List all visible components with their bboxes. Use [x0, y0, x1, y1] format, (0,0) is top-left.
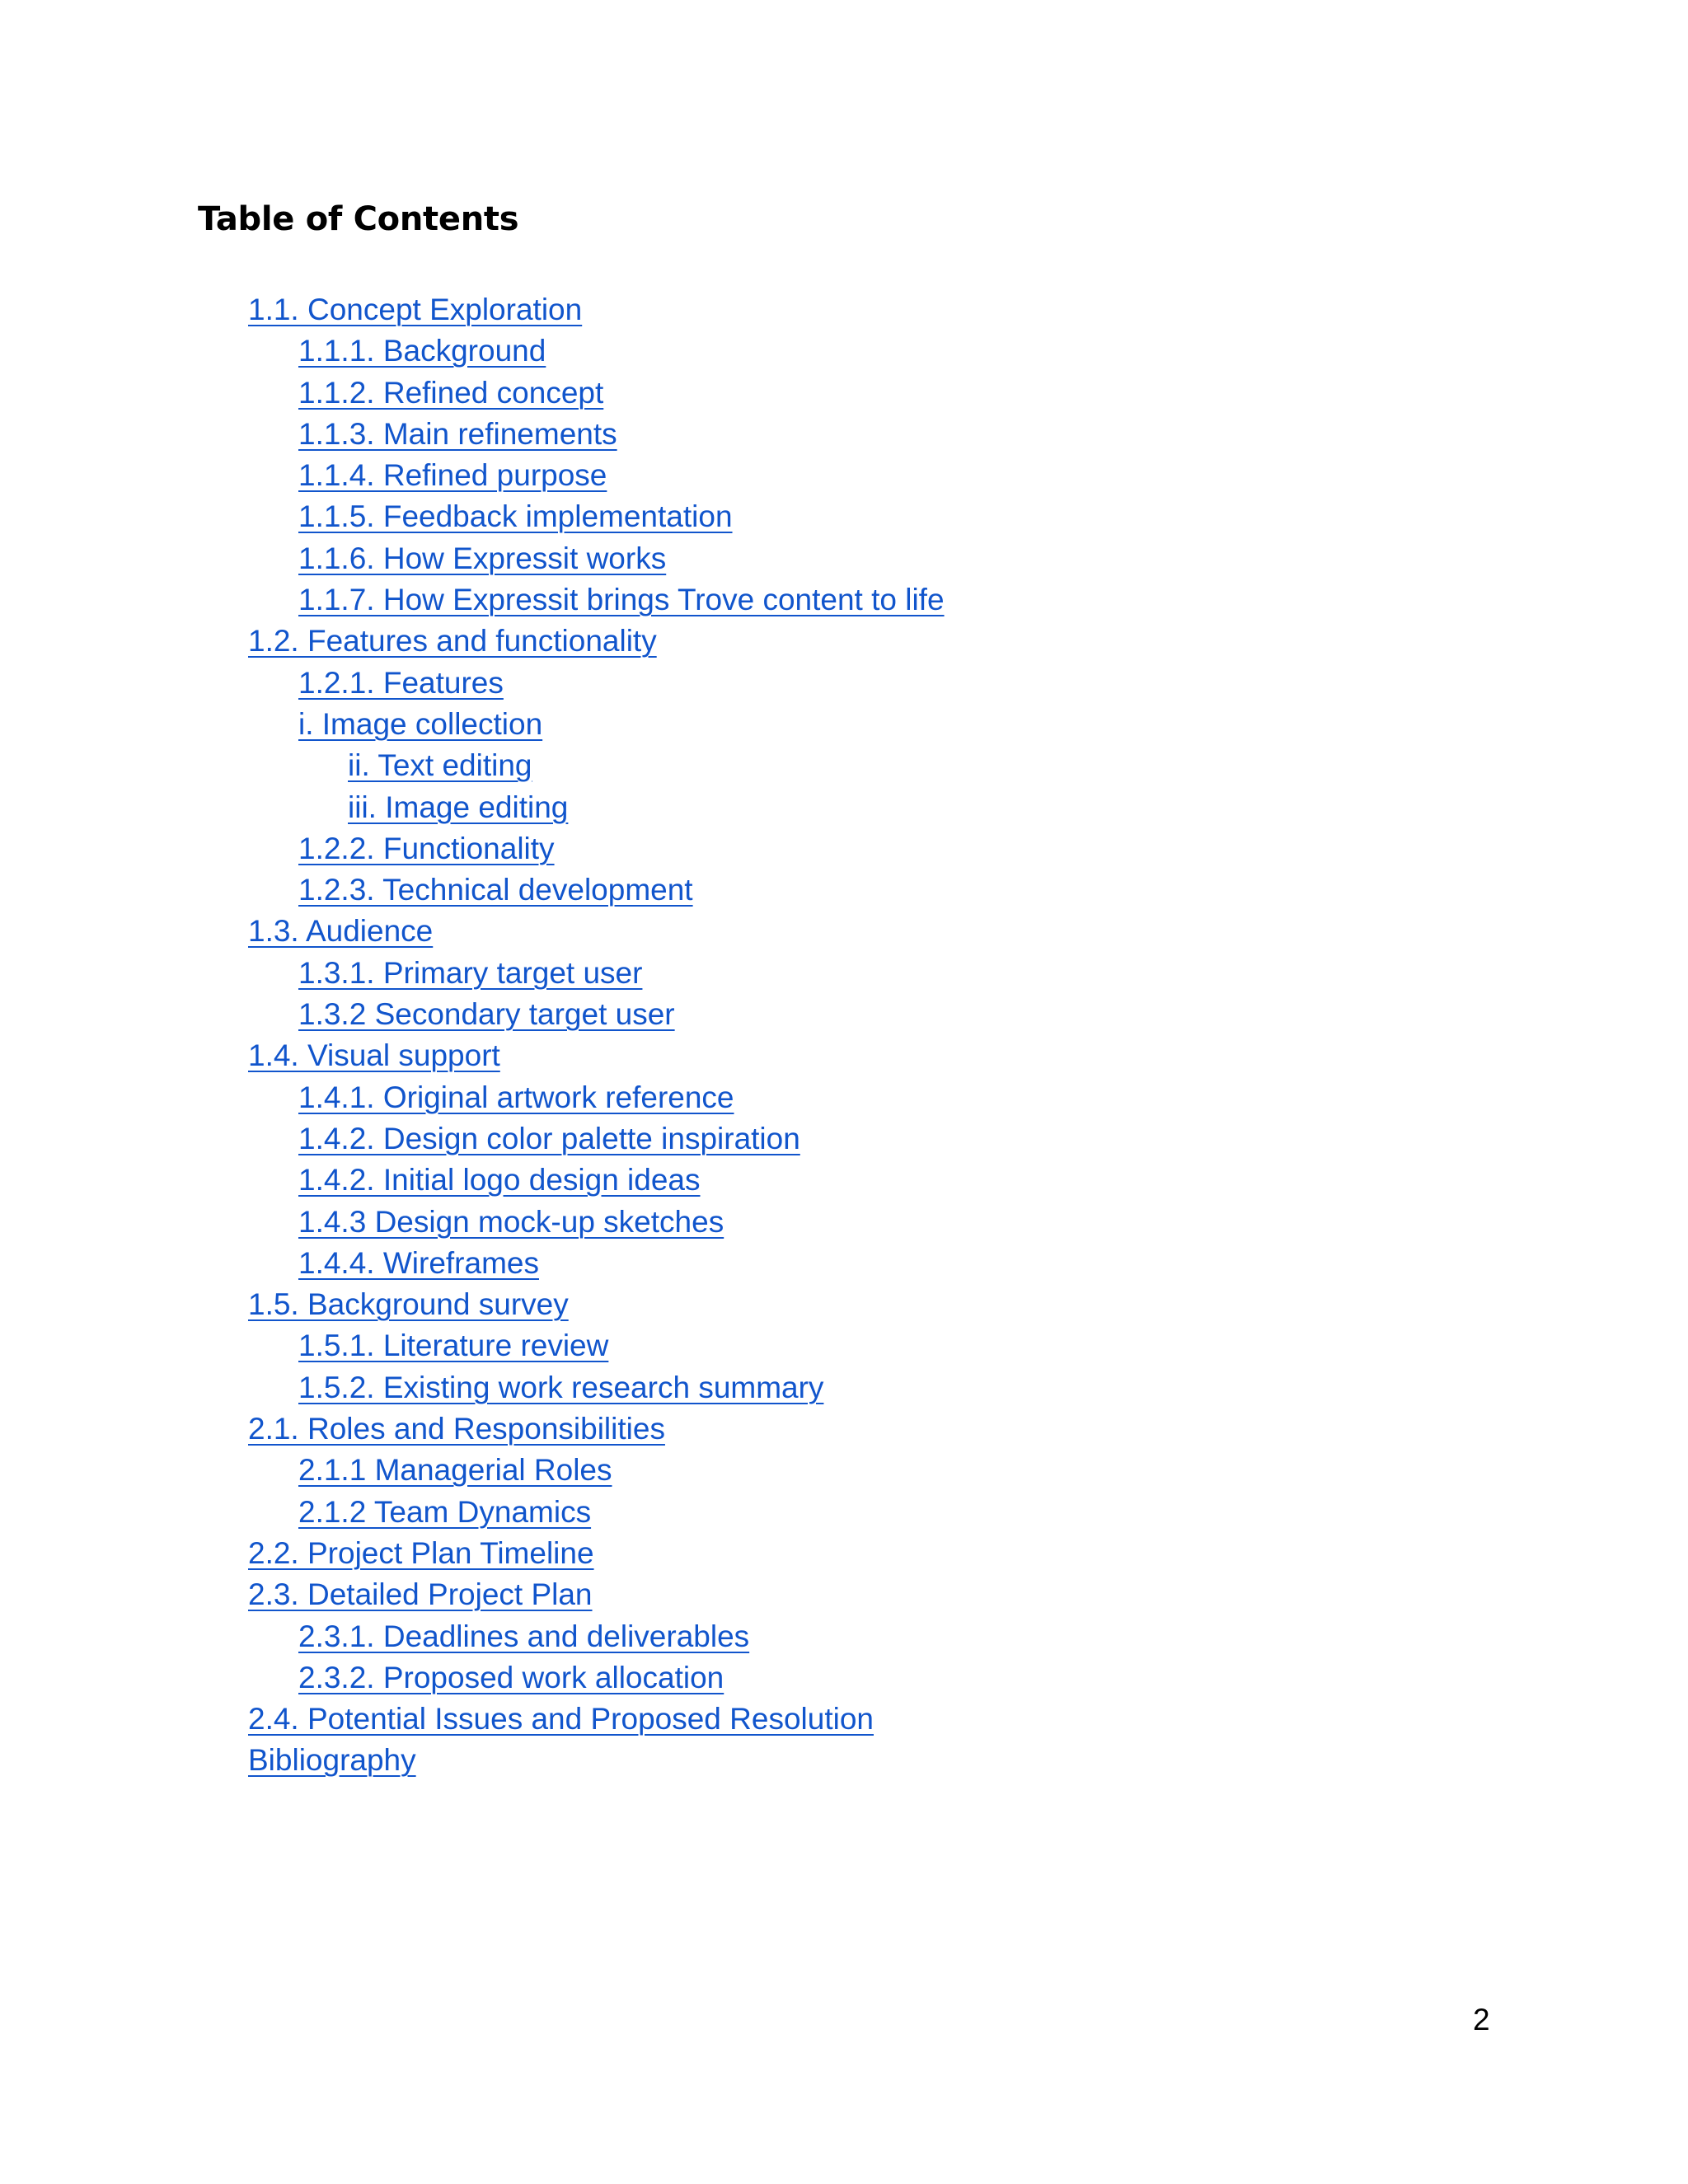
toc-entry: [0, 704, 945, 745]
toc-link[interactable]: 1.1.3. Main refinements: [298, 416, 617, 451]
toc-link[interactable]: 1.5. Background survey: [248, 1287, 569, 1322]
toc-link[interactable]: 1.1.4. Refined purpose: [298, 458, 607, 493]
toc-entry: [0, 330, 945, 372]
toc-link[interactable]: 1.1.7. How Expressit brings Trove content to life: [298, 583, 945, 617]
toc-entry: [0, 869, 945, 911]
toc-entry: [0, 1202, 945, 1243]
page-number: 2: [1473, 2003, 1490, 2036]
toc-entry: [0, 911, 945, 952]
toc-link[interactable]: ii. Text editing: [348, 748, 532, 783]
toc-entry: [0, 1492, 945, 1533]
toc-link[interactable]: 1.4.1. Original artwork reference: [298, 1080, 734, 1114]
toc-heading: Table of Contents: [198, 200, 519, 238]
toc-link[interactable]: 1.3.2 Secondary target user: [298, 997, 675, 1032]
toc-entry: [0, 1408, 945, 1450]
toc-entry: [0, 1450, 945, 1491]
toc-link[interactable]: 1.5.1. Literature review: [298, 1329, 609, 1363]
toc-entry: [0, 1616, 945, 1657]
toc-link[interactable]: i. Image collection: [298, 706, 543, 741]
toc-entry: [0, 1325, 945, 1366]
toc-entry: [0, 373, 945, 414]
toc-link[interactable]: 1.1.5. Feedback implementation: [298, 499, 733, 534]
toc-link[interactable]: 1.4.2. Initial logo design ideas: [298, 1163, 701, 1197]
toc-link[interactable]: 1.2.1. Features: [298, 665, 504, 700]
toc-link[interactable]: 1.2. Features and functionality: [248, 624, 657, 658]
toc-entry: [0, 1740, 945, 1781]
toc-entry: [0, 1118, 945, 1160]
toc-link[interactable]: 2.1. Roles and Responsibilities: [248, 1412, 665, 1446]
toc-entry: [0, 579, 945, 621]
toc-link[interactable]: 1.1.1. Background: [298, 334, 546, 368]
toc-link[interactable]: 1.2.3. Technical development: [298, 873, 693, 907]
toc-link[interactable]: 2.3.1. Deadlines and deliverables: [298, 1619, 750, 1653]
toc-entry: [0, 1035, 945, 1076]
toc-link[interactable]: 2.4. Potential Issues and Proposed Resolution: [248, 1702, 874, 1736]
toc-link[interactable]: 2.3. Detailed Project Plan: [248, 1577, 593, 1612]
toc-link[interactable]: 2.2. Project Plan Timeline: [248, 1535, 594, 1570]
toc-entry: [0, 455, 945, 496]
toc-link[interactable]: 1.4.3 Design mock-up sketches: [298, 1204, 724, 1239]
toc-entry: [0, 496, 945, 537]
toc-entry: [0, 1657, 945, 1699]
toc-entry: [0, 1699, 945, 1740]
toc-entry: [0, 1574, 945, 1615]
toc-entry: [0, 621, 945, 662]
toc-entry: [0, 663, 945, 704]
toc-entry: [0, 953, 945, 994]
toc-entry: [0, 994, 945, 1035]
toc-link[interactable]: 1.1.6. How Expressit works: [298, 541, 667, 575]
toc-entry: [0, 1284, 945, 1325]
toc-entry: [0, 1077, 945, 1118]
table-of-contents: [0, 289, 945, 1782]
toc-link[interactable]: 1.4. Visual support: [248, 1038, 500, 1073]
toc-entry: [0, 414, 945, 455]
toc-link[interactable]: 1.5.2. Existing work research summary: [298, 1370, 824, 1404]
toc-link[interactable]: 1.1. Concept Exploration: [248, 293, 583, 326]
toc-link[interactable]: 2.1.2 Team Dynamics: [298, 1494, 592, 1529]
toc-entry: [0, 745, 945, 786]
toc-entry: [0, 828, 945, 869]
toc-link[interactable]: 1.4.4. Wireframes: [298, 1245, 539, 1280]
toc-link[interactable]: 1.3.1. Primary target user: [298, 955, 643, 990]
toc-entry: [0, 1160, 945, 1201]
toc-entry: [0, 289, 945, 330]
toc-entry: [0, 1533, 945, 1574]
toc-link[interactable]: iii. Image editing: [348, 790, 569, 824]
toc-link[interactable]: 2.1.1 Managerial Roles: [298, 1453, 612, 1488]
toc-link[interactable]: 1.3. Audience: [248, 914, 434, 949]
toc-entry: [0, 538, 945, 579]
toc-link[interactable]: Bibliography: [248, 1743, 416, 1778]
toc-link[interactable]: 2.3.2. Proposed work allocation: [298, 1660, 724, 1694]
toc-link[interactable]: 1.2.2. Functionality: [298, 831, 555, 865]
toc-link[interactable]: 1.4.2. Design color palette inspiration: [298, 1121, 800, 1155]
toc-entry: [0, 787, 945, 828]
toc-entry: [0, 1367, 945, 1408]
toc-entry: [0, 1243, 945, 1284]
toc-link[interactable]: 1.1.2. Refined concept: [298, 375, 604, 410]
